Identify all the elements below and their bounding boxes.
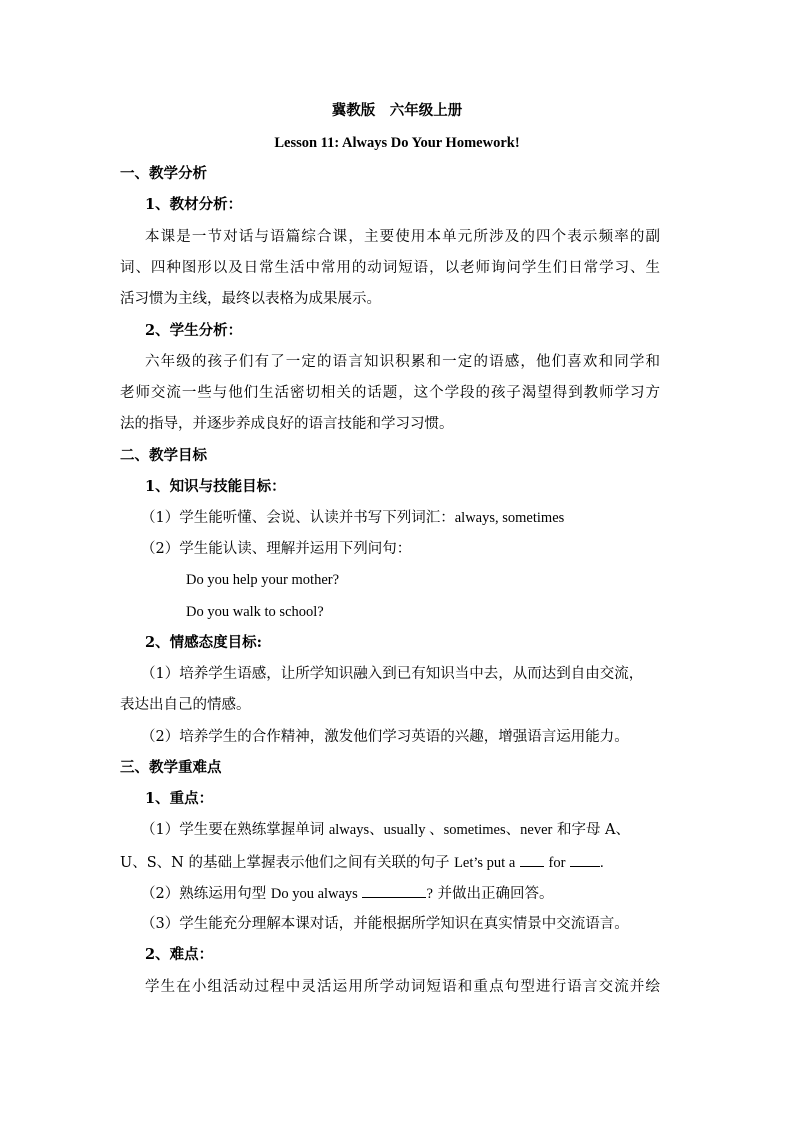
- lesson-title: Lesson 11: Always Do Your Homework!: [274, 135, 520, 151]
- subheading-attitude-goals: 2、情感态度目标:: [145, 634, 262, 651]
- example-question: Do you walk to school?: [186, 604, 324, 620]
- goal-item-1: [141, 508, 564, 528]
- section-heading-analysis: 一、教学分析: [120, 165, 207, 182]
- attitude-item-1: （1）培养学生语感，让所学知识融入到已有知识当中去，从而达到自由交流，: [141, 666, 644, 682]
- paragraph-line: 老师交流一些与他们生活密切相关的话题，这个学段的孩子渴望得到教师学习方: [120, 385, 660, 401]
- subheading-textbook-analysis: 1、教材分析：: [145, 196, 243, 213]
- section-heading-goals: 二、教学目标: [120, 447, 207, 464]
- example-question: Do you help your mother?: [186, 572, 340, 588]
- key-point-text: （1）学生要在熟练掌握单词: [141, 822, 325, 838]
- key-point-1-cont: [120, 852, 604, 873]
- subheading-difficulties: 2、难点：: [145, 946, 214, 963]
- key-point-text: 和字母 A、: [556, 822, 631, 838]
- doc-header: 冀教版 六年级上册: [331, 102, 463, 119]
- subheading-key-points: 1、重点：: [145, 790, 214, 807]
- sentence-pattern: Do you always: [270, 886, 358, 902]
- sentence-pattern: for: [548, 855, 566, 871]
- goal-item-text: （1）学生能听懂、会说、认读并书写下列词汇：: [141, 510, 455, 526]
- attitude-item-1-cont: 表达出自己的情感。: [120, 697, 251, 713]
- blank-line: [362, 883, 426, 898]
- paragraph-line: 法的指导，并逐步养成良好的语言技能和学习习惯。: [120, 416, 454, 432]
- key-point-text: （2）熟练运用句型: [141, 886, 267, 902]
- key-point-3: （3）学生能充分理解本课对话，并能根据所学知识在真实情景中交流语言。: [141, 916, 629, 932]
- paragraph-line: 六年级的孩子们有了一定的语言知识积累和一定的语感，他们喜欢和同学和: [145, 354, 660, 370]
- attitude-item-2: （2）培养学生的合作精神，激发他们学习英语的兴趣，增强语言运用能力。: [141, 729, 629, 745]
- key-point-text: 并做出正确回答。: [437, 886, 554, 902]
- blank-line: [520, 852, 544, 867]
- blank-line: [570, 852, 600, 867]
- key-point-1: [141, 820, 630, 840]
- vocab-words: always、usually 、sometimes、never: [328, 822, 553, 838]
- paragraph-line: 活习惯为主线，最终以表格为成果展示。: [120, 291, 381, 307]
- subheading-student-analysis: 2、学生分析：: [145, 322, 243, 339]
- subheading-knowledge-goals: 1、知识与技能目标：: [145, 478, 286, 495]
- key-point-2: [141, 883, 554, 904]
- sentence-pattern: .: [600, 855, 604, 871]
- key-point-text: U、S、N 的基础上掌握表示他们之间有关联的句子: [120, 855, 450, 871]
- vocab-words: always, sometimes: [454, 510, 565, 526]
- paragraph-line: 词、四种图形以及日常生活中常用的动词短语，以老师询问学生们日常学习、生: [120, 260, 660, 276]
- paragraph-line: 本课是一节对话与语篇综合课，主要使用本单元所涉及的四个表示频率的副: [145, 229, 660, 245]
- section-heading-key-points: 三、教学重难点: [120, 759, 222, 776]
- paragraph-line: 学生在小组活动过程中灵活运用所学动词短语和重点句型进行语言交流并绘: [145, 979, 660, 995]
- goal-item-2: （2）学生能认读、理解并运用下列问句：: [141, 541, 412, 557]
- sentence-pattern: Let’s put a: [454, 855, 516, 871]
- sentence-pattern: ?: [426, 886, 433, 902]
